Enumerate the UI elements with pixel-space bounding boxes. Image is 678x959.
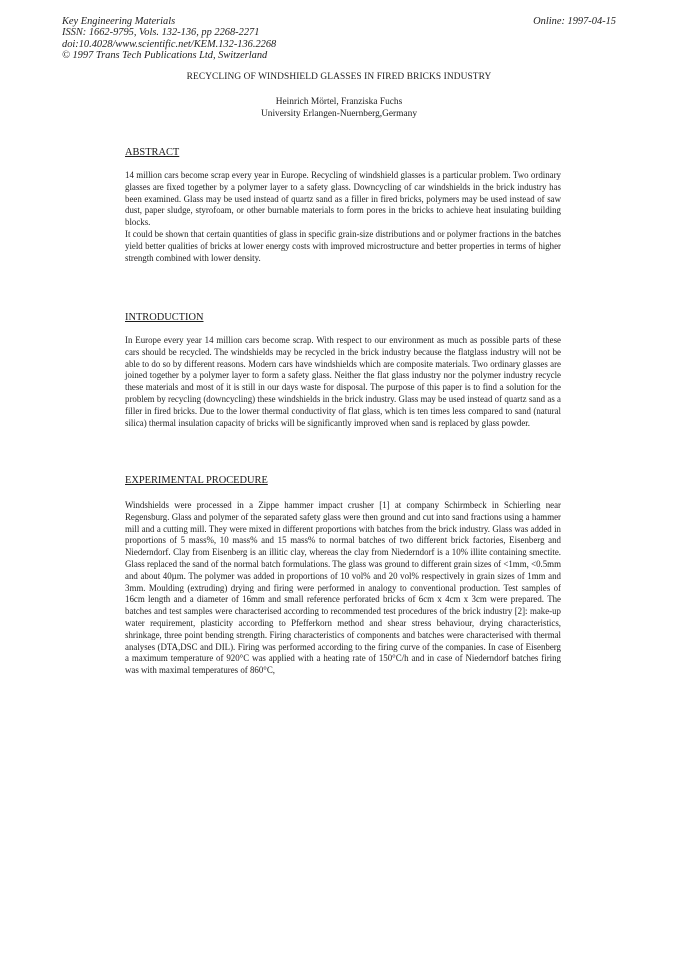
issn-line: ISSN: 1662-9795, Vols. 132-136, pp 2268-2271: [62, 27, 260, 39]
journal-header: [62, 16, 276, 62]
doi-line: doi:10.4028/www.scientific.net/KEM.132-136.2268: [62, 38, 277, 50]
online-date: Online: 1997-04-15: [533, 16, 616, 27]
copyright-line: © 1997 Trans Tech Publications Ltd, Switzerland: [62, 50, 268, 62]
abstract-heading: ABSTRACT: [125, 147, 180, 158]
introduction-paragraph: In Europe every year 14 million cars become scrap. With respect to our environment as much as possible parts of these cars should be recycled. The windshields may be recycled in the brick industry because the flatglass industry will not be able to do so by different reasons. Modern cars have windshields which are composite materials. Two ordinary glasses are joined together by a polymer layer to form a safety glass. Neither the flat glass industry nor the polymer industry recycle these materials and most of it is still in our days waste for disposal. The purpose of this paper is to find a solution for the problem by recycling (downcycling) these windshields in the brick industry. Glass may be used instead of quartz sand as a filler in fired bricks. Due to the lower thermal conductivity of flat glass, which is ten times less compared to sand (natural silica) thermal insulation capacity of bricks will be significantly improved when sand is replaced by glass powder.: [125, 335, 561, 428]
experimental-heading: EXPERIMENTAL PROCEDURE: [125, 475, 268, 486]
paper-affiliation: University Erlangen-Nuernberg,Germany: [260, 109, 418, 119]
experimental-paragraph: Windshields were processed in a Zippe hammer impact crusher [1] at company Schirmbeck in Schierling near Regensburg. Glass and polymer of the separated safety glass were then ground and cut into sand fractions using a hammer mill and a cutting mill. They were mixed in different proportions with batches from the brick industry. Glass was added in proportions of 5 mass%, 10 mass% and 15 mass% to normal batches of two different brick factories, Eisenberg and Niederndorf. Clay from Eisenberg is an illitic clay, whereas the clay from Niederndorf is a 10% illite containing smectite. Glass replaced the sand of the normal batch formulations. The glass was ground to different grain sizes of <1mm, <0.5mm and about 40µm. The polymer was added in proportions of 10 vol% and 20 vol% respectively in grain sizes of 1mm and 3mm. Moulding (extruding) drying and firing were performed in analogy to conventional production. Test samples of 16cm length and a diameter of 16mm and small reference perforated bricks of 6cm x 4cm x 3cm were prepared. The batches and test samples were characterised according to recommended test procedures of the brick industry [2]: make-up water requirement, plasticity according to Pfefferkorn method and shear stress behaviour, drying characteristics, shrinkage, three point bending strength. Firing characteristics of components and batches were characterised with thermal analyses (DTA,DSC and DIL). Firing was performed according to the firing curve of the companies. In case of Eisenberg a maximum temperature of 920°C was applied with a heating rate of 150°C/h and in case of Niederndorf batches firing was with maximal temperatures of 860°C,: [125, 500, 561, 676]
introduction-section: [125, 335, 561, 429]
journal-name: Key Engineering Materials: [62, 16, 176, 27]
abstract-section: [125, 170, 561, 264]
paper-authors: Heinrich Mörtel, Franziska Fuchs: [275, 97, 403, 107]
abstract-paragraph-2: It could be shown that certain quantities of glass in specific grain-size distributions and or polymer fractions in the batches yield better qualities of bricks at lower energy costs with improved microstructure and better properties in terms of higher strength combined with lower density.: [125, 228, 561, 263]
experimental-section: [125, 500, 561, 677]
abstract-paragraph-1: 14 million cars become scrap every year in Europe. Recycling of windshield glasses is a particular problem. Two ordinary glasses are fixed together by a polymer layer to a safety glass. Downcycling of car windshields in the brick industry has been examined. Glass may be used instead of quartz sand as a filler in fired bricks, polymers may be used instead of saw dust, paper sludge, styrofoam, or other burnable materials to form pores in the bricks to achieve heat insulating building blocks.: [125, 170, 561, 228]
introduction-heading: INTRODUCTION: [125, 312, 204, 323]
paper-title: RECYCLING OF WINDSHIELD GLASSES IN FIRED BRICKS INDUSTRY: [186, 72, 492, 82]
